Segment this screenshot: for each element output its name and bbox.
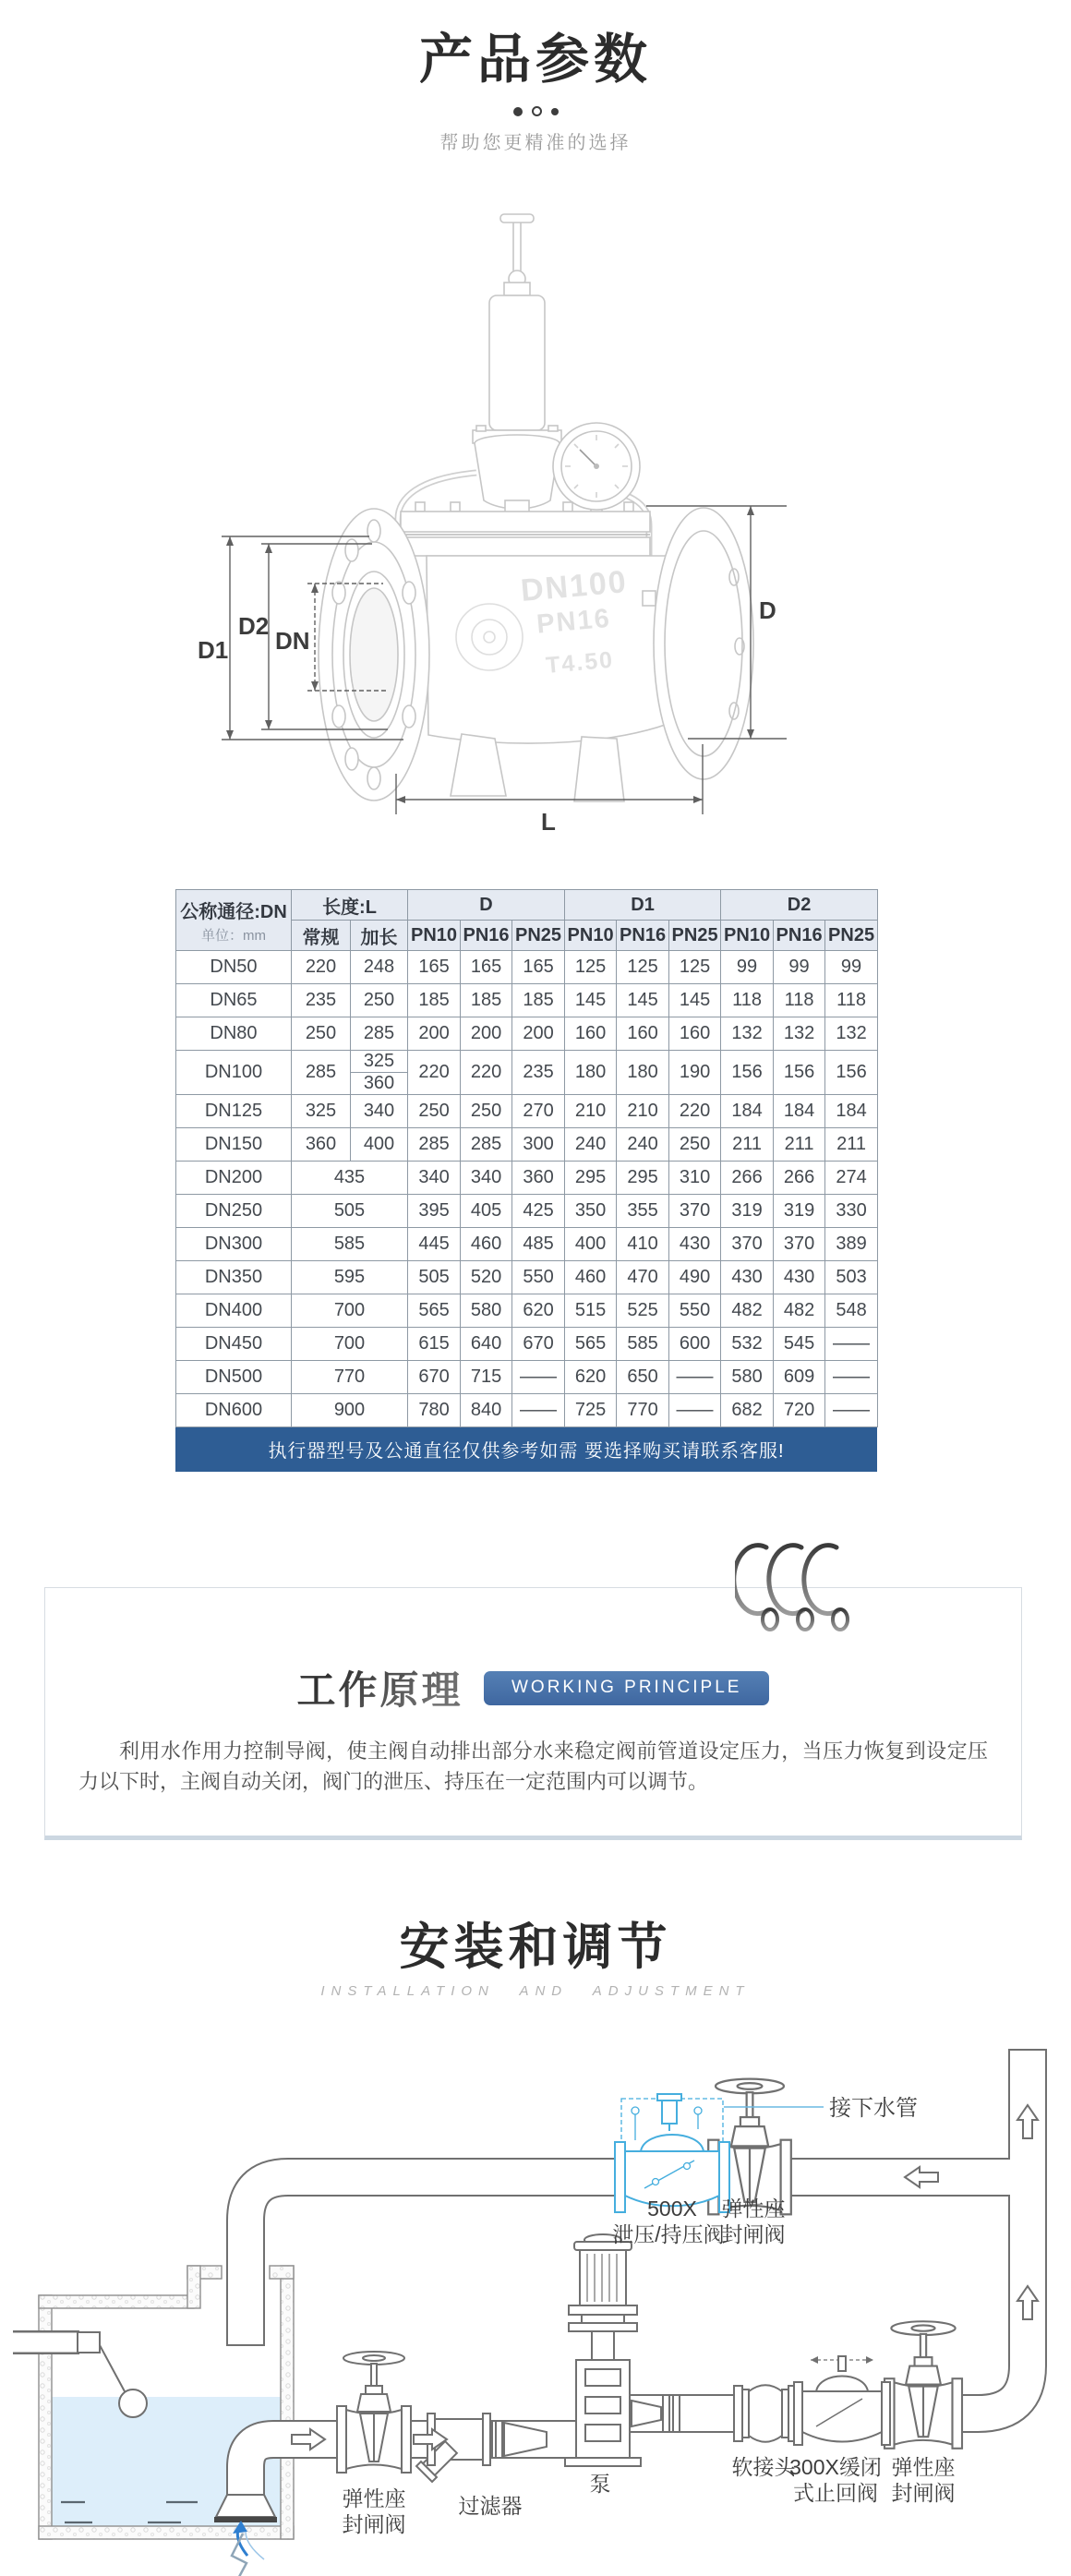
gate-valve-right [884,2321,962,2449]
label-drain: 接下水管 [829,2096,918,2121]
table-row [176,1261,878,1294]
table-cell: 355 [617,1195,669,1228]
table-cell: 425 [512,1195,565,1228]
unit-label: 单位：mm [201,927,266,944]
table-cell: 430 [721,1261,774,1294]
table-cell: 700 [292,1328,408,1361]
col-header-length: 长度:L [292,890,408,921]
table-cell: 395 [408,1195,461,1228]
table-cell: 405 [461,1195,512,1228]
table-cell: 180 [565,1051,617,1095]
table-cell: 840 [461,1394,512,1427]
table-cell: 400 [351,1128,408,1162]
working-principle-badge: WORKING PRINCIPLE [484,1671,769,1705]
table-cell: —— [669,1361,721,1394]
table-cell: 211 [774,1128,825,1162]
table-row [176,1394,878,1427]
table-cell: —— [825,1361,878,1394]
table-cell: 184 [825,1095,878,1128]
col-header-d2: D2 [721,890,878,921]
table-cell: 99 [774,951,825,984]
working-principle-text: 利用水作用力控制导阀，使主阀自动排出部分水来稳定阀前管道设定压力，当压力恢复到设定压力以下时，主阀自动关闭，阀门的泄压、持压在一定范围内可以调节。 [78,1739,988,1793]
table-cell: DN450 [176,1328,292,1361]
table-cell: 118 [721,984,774,1017]
table-cell: 210 [565,1095,617,1128]
table-cell: 350 [565,1195,617,1228]
table-cell: 620 [512,1294,565,1328]
table-cell: 300 [512,1128,565,1162]
table-cell: 550 [512,1261,565,1294]
table-row [176,1328,878,1361]
table-cell: 580 [721,1361,774,1394]
table-cell: —— [669,1394,721,1427]
table-cell: 165 [461,951,512,984]
table-cell: 595 [292,1261,408,1294]
table-cell: 670 [408,1361,461,1394]
subheader-pn25: PN25 [825,921,878,951]
table-cell: —— [512,1361,565,1394]
table-cell: 156 [721,1051,774,1095]
label-pump: 泵 [589,2472,611,2496]
table-cell: DN150 [176,1128,292,1162]
label-flex-joint: 软接头 [731,2455,796,2479]
table-row [176,1128,878,1162]
table-cell: 220 [461,1051,512,1095]
table-cell: 295 [617,1162,669,1195]
table-cell: 99 [825,951,878,984]
table-cell: 360 [292,1128,351,1162]
label-check-valve-2: 式止回阀 [793,2481,878,2505]
table-cell: 250 [292,1017,351,1051]
table-cell: 165 [408,951,461,984]
table-cell: DN250 [176,1195,292,1228]
table-cell: 190 [669,1051,721,1095]
table-cell: 160 [565,1017,617,1051]
table-note-bar: 执行器型号及公通直径仅供参考如需 要选择购买请联系客服! [175,1427,877,1472]
table-cell: 310 [669,1162,721,1195]
page-title: 产品参数 [418,30,652,90]
table-cell: 160 [617,1017,669,1051]
svg-text:PN16: PN16 [535,603,613,640]
table-cell: 370 [774,1228,825,1261]
table-cell: 132 [774,1017,825,1051]
table-cell: 240 [565,1128,617,1162]
table-cell: 210 [617,1095,669,1128]
label-relief-1: 500X [647,2197,697,2221]
table-cell: 285 [292,1051,351,1095]
table-row [176,1162,878,1195]
dim-label-d2: D2 [238,612,270,640]
table-cell: 240 [617,1128,669,1162]
table-cell: 720 [774,1394,825,1427]
table-cell: 520 [461,1261,512,1294]
product-params-header [0,30,1071,154]
dim-label-d: D [759,596,776,624]
table-cell: 700 [292,1294,408,1328]
subheader-pn10: PN10 [565,921,617,951]
table-cell: 220 [669,1095,721,1128]
table-cell: 185 [461,984,512,1017]
table-cell: 160 [669,1017,721,1051]
table-cell: —— [512,1394,565,1427]
table-cell: DN65 [176,984,292,1017]
table-row [176,1294,878,1328]
table-row [176,984,878,1017]
table-cell: 503 [825,1261,878,1294]
table-cell: 670 [512,1328,565,1361]
subheader-pn16: PN16 [461,921,512,951]
table-cell: 145 [565,984,617,1017]
table-cell: 295 [565,1162,617,1195]
table-cell: 319 [721,1195,774,1228]
table-cell: 485 [512,1228,565,1261]
table-cell: 220 [408,1051,461,1095]
table-cell: 211 [721,1128,774,1162]
table-cell: 360 [512,1162,565,1195]
table-cell: 770 [292,1361,408,1394]
table-cell: 545 [774,1328,825,1361]
table-cell: 99 [721,951,774,984]
table-cell: 460 [461,1228,512,1261]
table-cell: 250 [408,1095,461,1128]
table-cell: 118 [774,984,825,1017]
table-cell: DN350 [176,1261,292,1294]
table-cell: 445 [408,1228,461,1261]
table-cell: —— [825,1328,878,1361]
table-cell: DN500 [176,1361,292,1394]
table-cell: 505 [292,1195,408,1228]
table-cell: DN400 [176,1294,292,1328]
table-cell: 235 [292,984,351,1017]
table-cell: 184 [774,1095,825,1128]
table-cell: 615 [408,1328,461,1361]
title-dots-decoration [0,103,1071,114]
installation-subtitle: INSTALLATION AND ADJUSTMENT [320,1983,751,1999]
working-principle-title: 工作原理 [297,1660,463,1715]
dim-label-dn: DN [275,627,310,655]
table-cell: 482 [721,1294,774,1328]
table-cell: 435 [292,1162,408,1195]
table-cell: 132 [825,1017,878,1051]
check-valve-300x [794,2356,890,2445]
installation-diagram [0,2022,1071,2576]
table-cell: 200 [408,1017,461,1051]
table-cell: 266 [774,1162,825,1195]
subheader-pn25: PN25 [512,921,565,951]
table-cell: 125 [617,951,669,984]
label-gate-left-2: 封闸阀 [342,2512,406,2536]
table-cell: 145 [617,984,669,1017]
table-cell: 145 [669,984,721,1017]
col-header-dn: 公称通径:DN 单位：mm [176,890,292,951]
table-cell: 640 [461,1328,512,1361]
table-cell: 580 [461,1294,512,1328]
table-cell: 460 [565,1261,617,1294]
table-cell: 184 [721,1095,774,1128]
flexible-joint [734,2385,797,2442]
label-gate-top-2: 封闸阀 [721,2222,786,2246]
valve-technical-drawing [185,199,794,845]
label-gate-right-1: 弹性座 [891,2455,956,2479]
binder-coils-decoration [735,1540,864,1643]
table-cell: 770 [617,1394,669,1427]
table-cell: 285 [408,1128,461,1162]
dim-label-l: L [541,808,556,836]
table-cell: 340 [351,1095,408,1128]
break-symbol [232,2534,247,2576]
table-cell: 156 [774,1051,825,1095]
spec-table-body [176,951,878,1427]
table-cell: 270 [512,1095,565,1128]
col-header-d1: D1 [565,890,721,921]
table-cell: 389 [825,1228,878,1261]
table-cell: DN125 [176,1095,292,1128]
label-check-valve-1: 300X缓闭 [789,2455,882,2479]
subheader-pn10: PN10 [721,921,774,951]
table-cell: 482 [774,1294,825,1328]
table-cell: 410 [617,1228,669,1261]
spec-table [175,889,878,1427]
table-cell: 165 [512,951,565,984]
table-cell: 370 [721,1228,774,1261]
table-cell: 900 [292,1394,408,1427]
table-cell: 185 [512,984,565,1017]
table-cell: —— [825,1394,878,1427]
svg-text:DN100: DN100 [519,564,630,608]
table-cell: 132 [721,1017,774,1051]
table-cell: 490 [669,1261,721,1294]
table-row [176,1195,878,1228]
table-cell: 725 [565,1394,617,1427]
label-strainer: 过滤器 [458,2494,523,2518]
table-cell: 620 [565,1361,617,1394]
table-cell: 156 [825,1051,878,1095]
table-cell: DN50 [176,951,292,984]
table-cell: 715 [461,1361,512,1394]
table-cell: 532 [721,1328,774,1361]
table-cell: 565 [408,1294,461,1328]
label-gate-top-1: 弹性座 [721,2197,786,2221]
table-cell: DN80 [176,1017,292,1051]
table-cell: 285 [461,1128,512,1162]
table-cell: 585 [292,1228,408,1261]
table-cell: 550 [669,1294,721,1328]
spec-table-wrap [175,889,877,1472]
table-cell: 430 [669,1228,721,1261]
table-cell: 200 [461,1017,512,1051]
working-principle-card [44,1587,1022,1840]
table-cell: 220 [292,951,351,984]
subheader-pn16: PN16 [617,921,669,951]
table-cell: DN100 [176,1051,292,1095]
table-cell: 400 [565,1228,617,1261]
table-row [176,1051,878,1095]
table-cell: DN600 [176,1394,292,1427]
table-cell: 285 [351,1017,408,1051]
table-row [176,1228,878,1261]
label-gate-left-1: 弹性座 [342,2486,406,2510]
table-cell: 319 [774,1195,825,1228]
table-cell: 250 [351,984,408,1017]
table-cell: 180 [617,1051,669,1095]
table-cell: 780 [408,1394,461,1427]
table-cell: 600 [669,1328,721,1361]
table-cell: 515 [565,1294,617,1328]
table-cell: 370 [669,1195,721,1228]
table-cell-split: 325 360 [351,1051,408,1095]
subheader-regular: 常规 [292,921,351,951]
label-gate-right-2: 封闸阀 [891,2481,956,2505]
table-cell: 548 [825,1294,878,1328]
table-cell: 585 [617,1328,669,1361]
table-cell: 185 [408,984,461,1017]
table-cell: 250 [461,1095,512,1128]
subheader-pn16: PN16 [774,921,825,951]
col-header-d: D [408,890,565,921]
table-row [176,1017,878,1051]
table-cell: DN300 [176,1228,292,1261]
y-strainer [416,2413,490,2482]
table-cell: 211 [825,1128,878,1162]
table-cell: DN200 [176,1162,292,1195]
table-cell: 525 [617,1294,669,1328]
table-cell: 274 [825,1162,878,1195]
table-cell: 565 [565,1328,617,1361]
subheader-extended: 加长 [351,921,408,951]
table-cell: 470 [617,1261,669,1294]
label-relief-2: 泄压/持压阀 [612,2222,725,2246]
table-cell: 118 [825,984,878,1017]
table-cell: 125 [669,951,721,984]
table-row [176,1361,878,1394]
table-cell: 266 [721,1162,774,1195]
table-cell: 609 [774,1361,825,1394]
table-cell: 235 [512,1051,565,1095]
table-cell: 505 [408,1261,461,1294]
page-subtitle: 帮助您更精准的选择 [439,133,632,153]
installation-header [0,1922,1071,1999]
table-row [176,1095,878,1128]
table-cell: 650 [617,1361,669,1394]
table-row [176,951,878,984]
table-cell: 200 [512,1017,565,1051]
table-cell: 250 [669,1128,721,1162]
gate-valve-left [337,2352,411,2473]
installation-title: 安装和调节 [399,1920,672,1975]
table-cell: 430 [774,1261,825,1294]
dim-label-d1: D1 [198,636,229,664]
subheader-pn25: PN25 [669,921,721,951]
svg-text:T4.50: T4.50 [545,646,616,679]
table-cell: 340 [461,1162,512,1195]
relief-valve-500x [615,2094,729,2212]
table-cell: 248 [351,951,408,984]
table-cell: 330 [825,1195,878,1228]
table-cell: 682 [721,1394,774,1427]
subheader-pn10: PN10 [408,921,461,951]
table-cell: 340 [408,1162,461,1195]
table-cell: 325 [292,1095,351,1128]
table-cell: 125 [565,951,617,984]
